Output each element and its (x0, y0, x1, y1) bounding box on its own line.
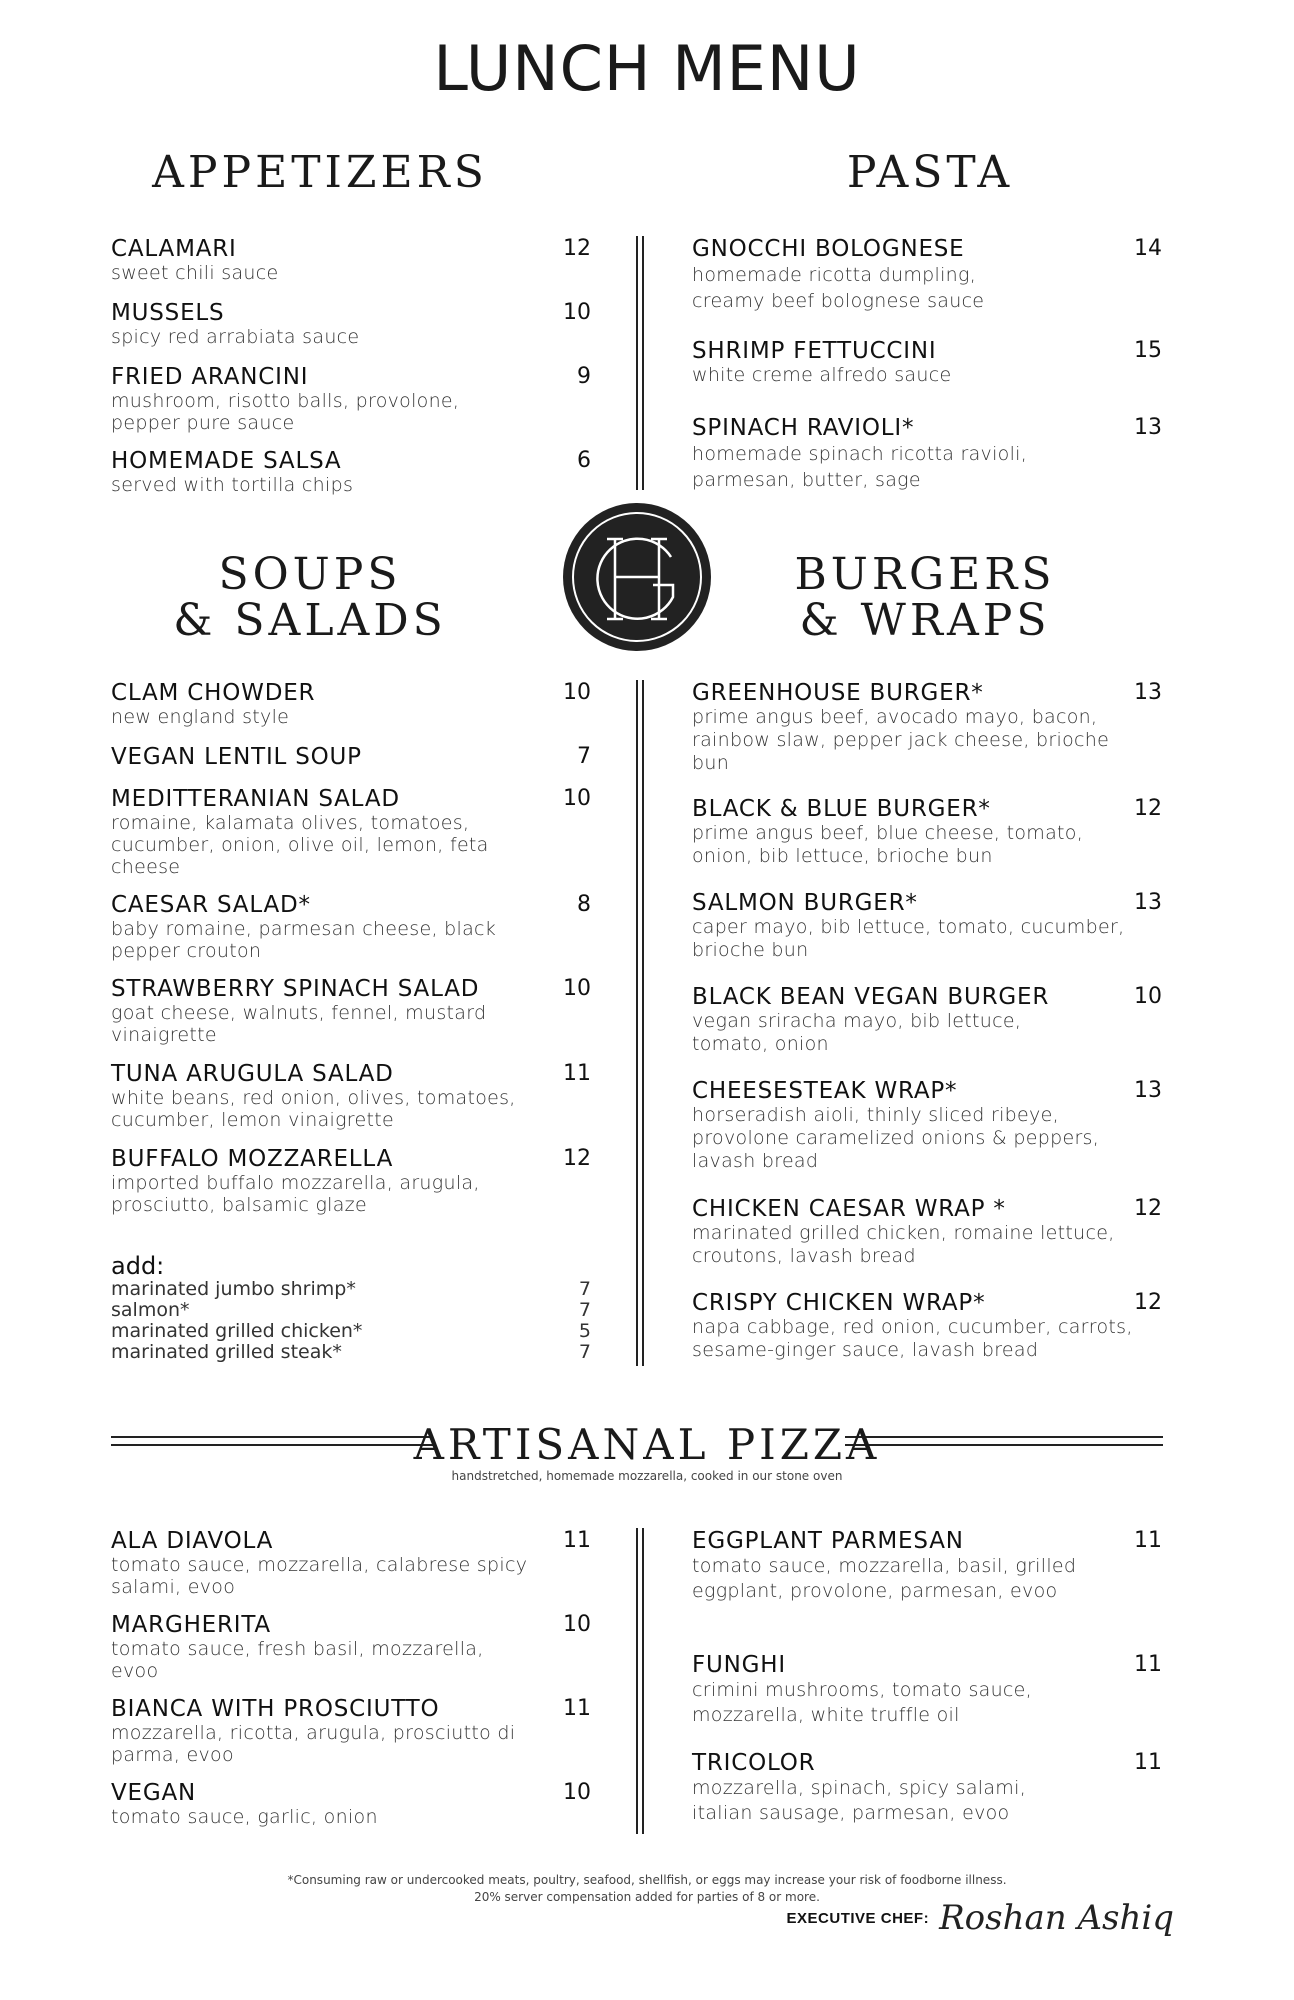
item-description: sweet chili sauce (111, 262, 279, 284)
item-name: BLACK & BLUE BURGER* (692, 796, 991, 822)
item-name: TUNA ARUGULA SALAD (111, 1061, 394, 1087)
item-name: MEDITTERANIAN SALAD (111, 786, 400, 812)
list-item (692, 1750, 1162, 1826)
list-item (692, 338, 1162, 386)
item-name: CLAM CHOWDER (111, 680, 316, 706)
item-price: 14 (1134, 236, 1162, 261)
footer-disclaimer: *Consuming raw or undercooked meats, poultry, seafood, shellfish, or eggs may increase your risk of foodborne illness. (287, 1873, 1007, 1887)
list-item (111, 786, 591, 878)
item-name: EGGPLANT PARMESAN (692, 1528, 964, 1554)
item-name: CALAMARI (111, 236, 237, 262)
column-divider (636, 236, 638, 490)
list-item (111, 1612, 591, 1682)
item-price: 6 (577, 448, 591, 473)
item-price: 13 (1134, 890, 1162, 915)
list-item (692, 796, 1162, 868)
item-name: CHEESESTEAK WRAP* (692, 1078, 958, 1104)
item-name: SPINACH RAVIOLI* (692, 415, 915, 441)
add-on-price: 7 (578, 1341, 591, 1363)
list-item (111, 236, 591, 284)
item-price: 10 (1134, 984, 1162, 1009)
item-name: CRISPY CHICKEN WRAP* (692, 1290, 986, 1316)
item-price: 10 (563, 300, 591, 325)
item-price: 10 (563, 1612, 591, 1637)
list-item (111, 892, 591, 962)
list-item (692, 890, 1162, 962)
add-on-name: marinated grilled steak* (111, 1341, 342, 1363)
item-name: CAESAR SALAD* (111, 892, 311, 918)
pizza-heading: ARTISANAL PIZZA (413, 1420, 881, 1469)
item-description: new england style (111, 706, 290, 728)
column-divider (636, 1528, 638, 1834)
item-name: SHRIMP FETTUCCINI (692, 338, 937, 364)
item-name: MUSSELS (111, 300, 225, 326)
item-description: vegan sriracha mayo, bib lettuce, tomato, onion (692, 1010, 1022, 1055)
list-item (692, 680, 1162, 775)
soups-salads-heading (110, 549, 510, 646)
item-name: ALA DIAVOLA (111, 1528, 274, 1554)
chef-signature: Roshan Ashiq (939, 1898, 1174, 1938)
item-name: CHICKEN CAESAR WRAP * (692, 1196, 1006, 1222)
list-item (692, 1652, 1162, 1728)
item-name: HOMEMADE SALSA (111, 448, 342, 474)
item-name: VEGAN (111, 1780, 197, 1806)
item-description: spicy red arrabiata sauce (111, 326, 360, 348)
soups-salads-heading-line1: SOUPS (218, 549, 402, 600)
item-description: imported buffalo mozzarella, arugula, prosciutto, balsamic glaze (111, 1172, 480, 1216)
item-description: goat cheese, walnuts, fennel, mustard vinaigrette (111, 1002, 487, 1046)
item-name: VEGAN LENTIL SOUP (111, 744, 362, 770)
list-item (111, 680, 591, 728)
item-name: BUFFALO MOZZARELLA (111, 1146, 394, 1172)
add-on-price: 7 (578, 1278, 591, 1300)
burgers-wraps-heading-line2: & WRAPS (799, 595, 1051, 646)
add-on-price: 5 (578, 1320, 591, 1342)
add-on-row (111, 1342, 591, 1363)
item-description: tomato sauce, mozzarella, calabrese spicy salami, evoo (111, 1554, 528, 1598)
item-description: marinated grilled chicken, romaine lettuce, croutons, lavash bread (692, 1222, 1115, 1267)
add-on-name: salmon* (111, 1299, 190, 1321)
item-price: 13 (1134, 680, 1162, 705)
add-on-name: marinated grilled chicken* (111, 1320, 363, 1342)
add-on-row (111, 1300, 591, 1321)
list-item (111, 300, 591, 348)
item-description: caper mayo, bib lettuce, tomato, cucumber, brioche bun (692, 916, 1125, 961)
item-price: 13 (1134, 415, 1162, 440)
list-item (692, 1528, 1162, 1604)
item-description: horseradish aioli, thinly sliced ribeye, provolone caramelized onions & peppers, lavash bread (692, 1104, 1100, 1172)
item-price: 12 (1134, 1196, 1162, 1221)
item-description: prime angus beef, avocado mayo, bacon, rainbow slaw, pepper jack cheese, brioche bun (692, 706, 1110, 774)
item-name: GNOCCHI BOLOGNESE (692, 236, 965, 262)
item-price: 10 (563, 680, 591, 705)
item-price: 11 (563, 1528, 591, 1553)
list-item (692, 1290, 1162, 1362)
item-name: GREENHOUSE BURGER* (692, 680, 984, 706)
item-description: tomato sauce, fresh basil, mozzarella, evoo (111, 1638, 484, 1682)
item-description: mozzarella, ricotta, arugula, prosciutto di parma, evoo (111, 1722, 516, 1766)
list-item (692, 415, 1162, 493)
footer-service-note: 20% server compensation added for parties of 8 or more. (474, 1890, 820, 1904)
list-item (692, 1078, 1162, 1173)
list-item (111, 1528, 591, 1598)
item-name: FRIED ARANCINI (111, 364, 309, 390)
pizza-subtitle: handstretched, homemade mozzarella, cooked in our stone oven (451, 1469, 843, 1483)
column-divider (636, 680, 638, 1366)
list-item (692, 984, 1162, 1056)
add-ons-title: add: (111, 1252, 165, 1280)
soups-salads-heading-line2: & SALADS (173, 595, 447, 646)
item-price: 10 (563, 976, 591, 1001)
item-description: homemade spinach ricotta ravioli, parmesan, butter, sage (692, 443, 1028, 491)
list-item (111, 1696, 591, 1766)
item-description: prime angus beef, blue cheese, tomato, onion, bib lettuce, brioche bun (692, 822, 1084, 867)
item-description: napa cabbage, red onion, cucumber, carrots, sesame-ginger sauce, lavash bread (692, 1316, 1133, 1361)
item-description: white beans, red onion, olives, tomatoes, cucumber, lemon vinaigrette (111, 1087, 516, 1131)
item-description: white creme alfredo sauce (692, 364, 952, 386)
item-price: 12 (1134, 796, 1162, 821)
item-description: served with tortilla chips (111, 474, 354, 496)
add-on-name: marinated jumbo shrimp* (111, 1278, 356, 1300)
burgers-wraps-heading (725, 549, 1125, 646)
item-name: TRICOLOR (692, 1750, 816, 1776)
item-price: 10 (563, 786, 591, 811)
list-item (111, 1780, 591, 1828)
item-price: 12 (563, 236, 591, 261)
item-description: mozzarella, spinach, spicy salami, italian sausage, parmesan, evoo (692, 1777, 1027, 1824)
item-price: 15 (1134, 338, 1162, 363)
item-price: 12 (563, 1146, 591, 1171)
item-price: 10 (563, 1780, 591, 1805)
add-on-price: 7 (578, 1299, 591, 1321)
item-description: crimini mushrooms, tomato sauce, mozzarella, white truffle oil (692, 1679, 1033, 1726)
item-price: 13 (1134, 1078, 1162, 1103)
executive-chef (787, 1898, 1174, 1938)
item-description: baby romaine, parmesan cheese, black pepper crouton (111, 918, 497, 962)
item-name: FUNGHI (692, 1652, 786, 1678)
page-title: LUNCH MENU (433, 32, 861, 105)
item-price: 8 (577, 892, 591, 917)
item-description: romaine, kalamata olives, tomatoes, cucumber, onion, olive oil, lemon, feta cheese (111, 812, 489, 878)
item-name: MARGHERITA (111, 1612, 271, 1638)
item-name: STRAWBERRY SPINACH SALAD (111, 976, 480, 1002)
list-item (111, 976, 591, 1046)
item-description: tomato sauce, garlic, onion (111, 1806, 378, 1828)
item-price: 9 (577, 364, 591, 389)
item-price: 11 (1134, 1528, 1162, 1553)
burgers-wraps-heading-line1: BURGERS (794, 549, 1056, 600)
pasta-heading: PASTA (846, 147, 1014, 198)
item-price: 11 (1134, 1750, 1162, 1775)
chef-label: EXECUTIVE CHEF: (786, 1909, 930, 1927)
item-description: homemade ricotta dumpling, creamy beef bolognese sauce (692, 264, 985, 312)
item-name: BIANCA WITH PROSCIUTTO (111, 1696, 440, 1722)
list-item (111, 364, 591, 434)
list-item (111, 1061, 591, 1131)
item-description: tomato sauce, mozzarella, basil, grilled eggplant, provolone, parmesan, evoo (692, 1555, 1077, 1602)
list-item (111, 744, 591, 770)
appetizers-heading: APPETIZERS (152, 147, 488, 198)
item-price: 11 (1134, 1652, 1162, 1677)
list-item (692, 1196, 1162, 1268)
add-on-row (111, 1321, 591, 1342)
item-price: 7 (577, 744, 591, 769)
list-item (111, 448, 591, 496)
item-name: SALMON BURGER* (692, 890, 918, 916)
item-name: BLACK BEAN VEGAN BURGER (692, 984, 1050, 1010)
add-on-row (111, 1279, 591, 1300)
item-price: 11 (563, 1696, 591, 1721)
item-price: 11 (563, 1061, 591, 1086)
add-ons (111, 1253, 591, 1363)
list-item (692, 236, 1162, 314)
item-price: 12 (1134, 1290, 1162, 1315)
hg-logo-icon (561, 501, 713, 653)
item-description: mushroom, risotto balls, provolone, pepper pure sauce (111, 390, 460, 434)
list-item (111, 1146, 591, 1216)
